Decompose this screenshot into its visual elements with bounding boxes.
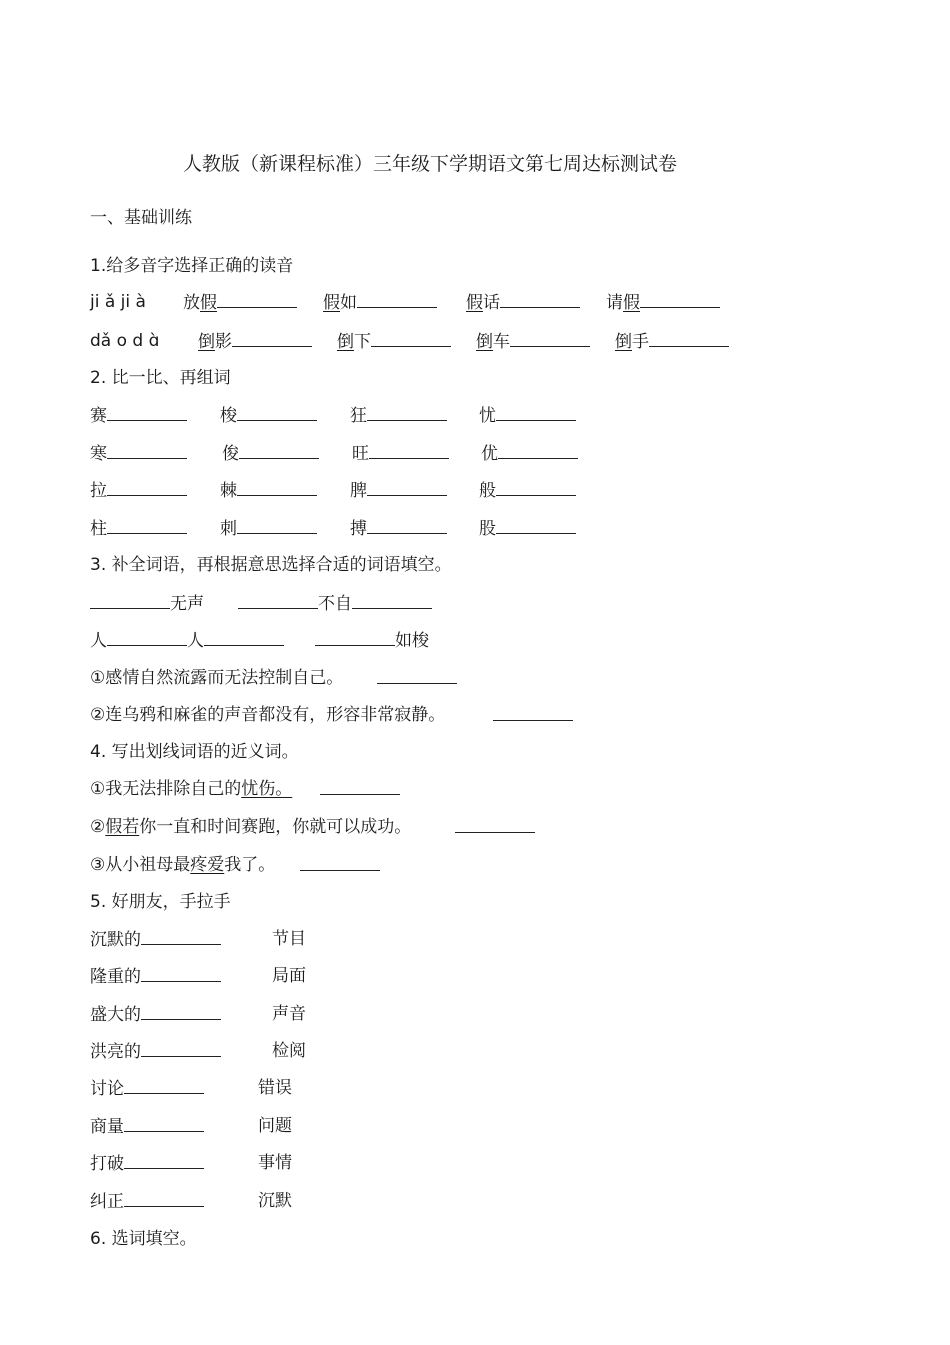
q3-idiom: 如梭 xyxy=(315,629,429,652)
answer-blank[interactable] xyxy=(90,592,170,609)
answer-blank[interactable] xyxy=(107,629,187,646)
q4-heading: 4. 写出划线词语的近义词。 xyxy=(90,742,299,762)
q1-row1-item: 放假 xyxy=(183,291,297,314)
q4-sentence: ②假若你一直和时间赛跑，你就可以成功。 xyxy=(90,817,412,837)
q4-answer xyxy=(455,816,535,839)
q5-right: 沉默 xyxy=(258,1191,292,1211)
q5-right: 节目 xyxy=(272,929,306,949)
answer-blank[interactable] xyxy=(141,1003,221,1020)
answer-blank[interactable] xyxy=(217,291,297,308)
answer-blank[interactable] xyxy=(239,442,319,459)
answer-blank[interactable] xyxy=(141,965,221,982)
answer-blank[interactable] xyxy=(315,629,395,646)
q4-answer xyxy=(300,854,380,877)
answer-blank[interactable] xyxy=(367,479,447,496)
answer-blank[interactable] xyxy=(357,291,437,308)
q1-row2-item: 倒车 xyxy=(476,330,590,353)
q5-left: 沉默的 xyxy=(90,928,221,951)
q2-item: 梭 xyxy=(220,404,317,427)
q5-right: 声音 xyxy=(272,1004,306,1024)
q1-row2-pinyin: dǎ o d ɑ̀ xyxy=(90,331,160,351)
answer-blank[interactable] xyxy=(352,592,432,609)
q5-left: 盛大的 xyxy=(90,1003,221,1026)
q3-idiom: 无声 xyxy=(90,592,204,615)
answer-blank[interactable] xyxy=(204,629,284,646)
q2-item: 旺 xyxy=(352,442,449,465)
answer-blank[interactable] xyxy=(498,442,578,459)
q5-right: 事情 xyxy=(258,1153,292,1173)
q5-heading: 5. 好朋友，手拉手 xyxy=(90,892,231,912)
q5-left: 讨论 xyxy=(90,1077,204,1100)
answer-blank[interactable] xyxy=(510,330,590,347)
answer-blank[interactable] xyxy=(371,330,451,347)
answer-blank[interactable] xyxy=(124,1190,204,1207)
q5-left: 商量 xyxy=(90,1115,204,1138)
q1-row1-pinyin: ji ǎ ji à xyxy=(90,292,146,312)
answer-blank[interactable] xyxy=(649,330,729,347)
page-title: 人教版（新课程标准）三年级下学期语文第七周达标测试卷 xyxy=(183,153,678,175)
answer-blank[interactable] xyxy=(640,291,720,308)
q2-item: 赛 xyxy=(90,404,187,427)
q2-item: 优 xyxy=(481,442,578,465)
answer-blank[interactable] xyxy=(496,479,576,496)
answer-blank[interactable] xyxy=(107,404,187,421)
q3-sentence: ②连乌鸦和麻雀的声音都没有，形容非常寂静。 xyxy=(90,705,446,725)
q1-row2-item: 倒影 xyxy=(198,330,312,353)
answer-blank[interactable] xyxy=(455,816,535,833)
q2-item: 脾 xyxy=(350,479,447,502)
q1-row2-item: 倒下 xyxy=(337,330,451,353)
q3-idiom: 人 人 xyxy=(90,629,284,652)
q2-item: 股 xyxy=(479,517,576,540)
answer-blank[interactable] xyxy=(367,517,447,534)
q6-heading: 6. 选词填空。 xyxy=(90,1229,197,1249)
answer-blank[interactable] xyxy=(493,704,573,721)
answer-blank[interactable] xyxy=(141,1040,221,1057)
answer-blank[interactable] xyxy=(377,667,457,684)
q3-idiom: 不自 xyxy=(238,592,432,615)
answer-blank[interactable] xyxy=(320,778,400,795)
q2-item: 般 xyxy=(479,479,576,502)
answer-blank[interactable] xyxy=(300,854,380,871)
answer-blank[interactable] xyxy=(496,517,576,534)
q2-item: 拉 xyxy=(90,479,187,502)
q1-heading: 1.给多音字选择正确的读音 xyxy=(90,256,294,276)
q2-item: 柱 xyxy=(90,517,187,540)
answer-blank[interactable] xyxy=(124,1077,204,1094)
q5-left: 打破 xyxy=(90,1152,204,1175)
q4-sentence: ③从小祖母最疼爱我了。 xyxy=(90,855,276,875)
answer-blank[interactable] xyxy=(237,517,317,534)
answer-blank[interactable] xyxy=(141,928,221,945)
q2-item: 俊 xyxy=(222,442,319,465)
q3-answer xyxy=(493,704,573,727)
section-heading: 一、基础训练 xyxy=(90,208,192,228)
q5-left: 纠正 xyxy=(90,1190,204,1213)
answer-blank[interactable] xyxy=(237,479,317,496)
q2-item: 寒 xyxy=(90,442,187,465)
answer-blank[interactable] xyxy=(232,330,312,347)
q4-sentence: ①我无法排除自己的忧伤。 xyxy=(90,779,293,799)
q2-item: 搏 xyxy=(350,517,447,540)
answer-blank[interactable] xyxy=(107,442,187,459)
q4-answer xyxy=(320,778,400,801)
q5-left: 洪亮的 xyxy=(90,1040,221,1063)
answer-blank[interactable] xyxy=(107,479,187,496)
answer-blank[interactable] xyxy=(367,404,447,421)
q5-right: 检阅 xyxy=(272,1041,306,1061)
q1-row1-item: 请假 xyxy=(606,291,720,314)
answer-blank[interactable] xyxy=(124,1152,204,1169)
answer-blank[interactable] xyxy=(124,1115,204,1132)
q2-item: 棘 xyxy=(220,479,317,502)
answer-blank[interactable] xyxy=(369,442,449,459)
answer-blank[interactable] xyxy=(238,592,318,609)
answer-blank[interactable] xyxy=(500,291,580,308)
q2-heading: 2. 比一比、再组词 xyxy=(90,368,231,388)
answer-blank[interactable] xyxy=(107,517,187,534)
q3-heading: 3. 补全词语，再根据意思选择合适的词语填空。 xyxy=(90,555,452,575)
q5-right: 局面 xyxy=(272,966,306,986)
q2-item: 刺 xyxy=(220,517,317,540)
answer-blank[interactable] xyxy=(496,404,576,421)
q1-row2-item: 倒手 xyxy=(615,330,729,353)
q1-row1-item: 假如 xyxy=(323,291,437,314)
q3-answer xyxy=(377,667,457,690)
q1-row1-item: 假话 xyxy=(466,291,580,314)
q5-left: 隆重的 xyxy=(90,965,221,988)
q5-right: 错误 xyxy=(258,1078,292,1098)
q3-sentence: ①感情自然流露而无法控制自己。 xyxy=(90,668,344,688)
q2-item: 忧 xyxy=(479,404,576,427)
q2-item: 狂 xyxy=(350,404,447,427)
q5-right: 问题 xyxy=(258,1116,292,1136)
answer-blank[interactable] xyxy=(237,404,317,421)
